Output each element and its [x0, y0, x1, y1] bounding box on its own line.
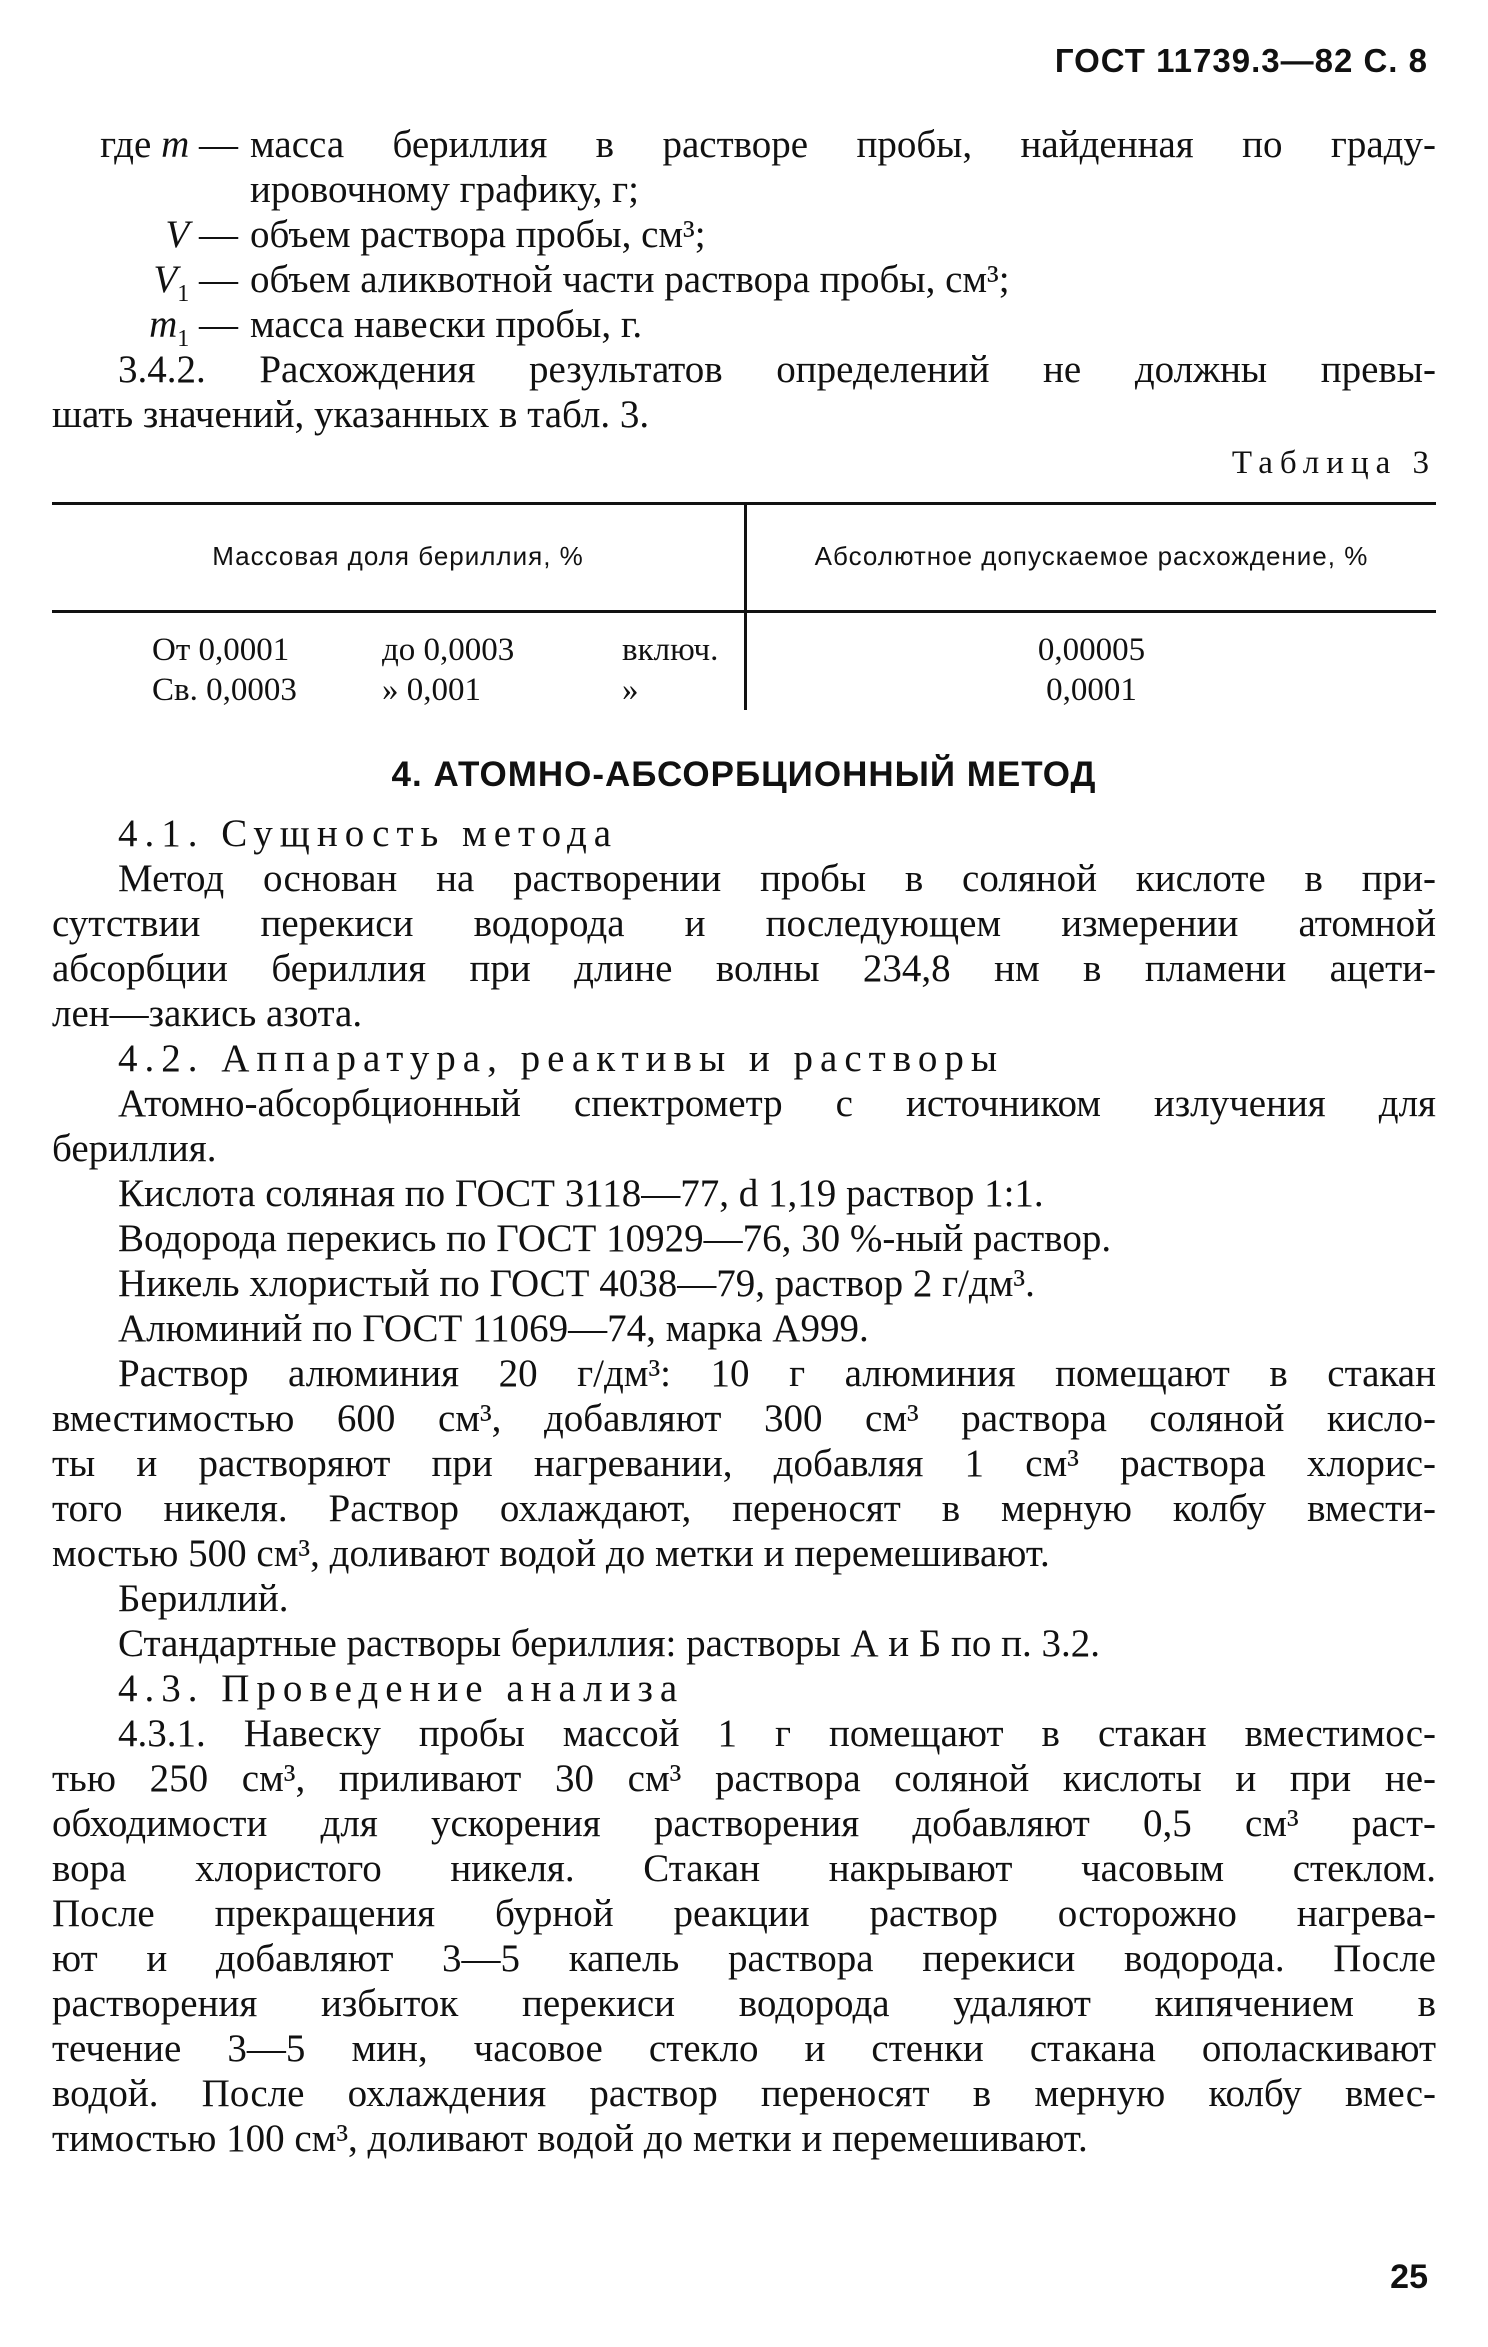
paragraph-line: шать значений, указанных в табл. 3.	[52, 393, 650, 436]
subsection-title: 4.3. Проведение анализа	[118, 1667, 685, 1710]
paragraph-line: Атомно-абсорбционный спектрометр с источником излучения для	[118, 1082, 1436, 1125]
paragraph-line: вора хлористого никеля. Стакан накрывают часовым стеклом.	[52, 1847, 1436, 1890]
table-cell: включ.	[622, 632, 719, 668]
definition-symbol: m	[161, 123, 190, 166]
document-body	[52, 122, 1436, 2161]
paragraph-line: Метод основан на растворении пробы в соляной кислоте в при-	[118, 857, 1436, 900]
paragraph-line: 4.3.1. Навеску пробы массой 1 г помещают в стакан вместимос-	[118, 1712, 1436, 1755]
table-row	[152, 630, 718, 670]
definition-subscript: 1	[177, 280, 190, 307]
paragraph-line: обходимости для ускорения растворения добавляют 0,5 см³ раст-	[52, 1802, 1436, 1845]
definition-row	[52, 122, 1436, 167]
table-row	[152, 670, 718, 710]
definition-symbol: V	[165, 213, 190, 256]
table-cell: » 0,001	[382, 672, 481, 708]
paragraph-line: Раствор алюминия 20 г/дм³: 10 г алюминия помещают в стакан	[118, 1352, 1436, 1395]
paragraph-line: После прекращения бурной реакции раствор осторожно нагрева-	[52, 1892, 1436, 1935]
subsection-title: 4.2. Аппаратура, реактивы и растворы	[118, 1037, 1005, 1080]
reagent-line: Кислота соляная по ГОСТ 3118—77, d 1,19 раствор 1:1.	[118, 1172, 1044, 1215]
definition-row	[52, 212, 1436, 257]
reagent-line: Алюминий по ГОСТ 11069—74, марка А999.	[118, 1307, 869, 1350]
reagent-line: Водорода перекись по ГОСТ 10929—76, 30 %-ный раствор.	[118, 1217, 1112, 1260]
section-title: 4. АТОМНО-АБСОРБЦИОННЫЙ МЕТОД	[391, 755, 1097, 794]
table-caption: Таблица 3	[1231, 445, 1436, 481]
definition-subscript: 1	[177, 325, 190, 352]
paragraph-line: ты и растворяют при нагревании, добавляя 1 см³ раствора хлорис-	[52, 1442, 1436, 1485]
definition-dash: —	[199, 213, 238, 256]
paragraph-line: водой. После охлаждения раствор переносят в мерную колбу вмес-	[52, 2072, 1436, 2115]
paragraph-line: течение 3—5 мин, часовое стекло и стенки стакана ополаскивают	[52, 2027, 1436, 2070]
definition-dash: —	[199, 303, 238, 346]
definition-row	[52, 257, 1436, 307]
page-number: 25	[1390, 2258, 1428, 2296]
reagent-line: Никель хлористый по ГОСТ 4038—79, раствор 2 г/дм³.	[118, 1262, 1035, 1305]
paragraph-line: тью 250 см³, приливают 30 см³ раствора соляной кислоты и при не-	[52, 1757, 1436, 1800]
definition-text: масса навески пробы, г.	[250, 303, 643, 346]
table-column-2	[747, 630, 1436, 710]
definition-dash: —	[199, 258, 238, 301]
table-3	[52, 494, 1436, 724]
definition-row	[52, 302, 1436, 352]
paragraph-line: растворения избыток перекиси водорода удаляют кипячением в	[52, 1982, 1436, 2025]
definition-dash: —	[199, 123, 238, 166]
paragraph-line: вместимостью 600 см³, добавляют 300 см³ раствора соляной кисло-	[52, 1397, 1436, 1440]
paragraph-line: того никеля. Раствор охлаждают, переносят в мерную колбу вмести-	[52, 1487, 1436, 1530]
definition-text: ировочному графику, г;	[250, 168, 639, 211]
table-cell: Св. 0,0003	[152, 672, 297, 708]
table-cell: От 0,0001	[152, 632, 290, 668]
table-cell: до 0,0003	[382, 632, 515, 668]
definition-text: объем раствора пробы, см³;	[250, 213, 706, 256]
paragraph-line: ют и добавляют 3—5 капель раствора перекиси водорода. После	[52, 1937, 1436, 1980]
table-column-1	[152, 630, 718, 710]
definition-symbol: m	[149, 303, 178, 346]
definition-symbol: V	[153, 258, 178, 301]
paragraph-line: тимостью 100 см³, доливают водой до метки и перемешивают.	[52, 2117, 1088, 2160]
definition-text: объем аликвотной части раствора пробы, см³;	[250, 258, 1010, 301]
page-header: ГОСТ 11739.3—82 С. 8	[1054, 42, 1428, 79]
table-header-cell: Массовая доля бериллия, %	[212, 541, 584, 571]
paragraph-line: бериллия.	[52, 1127, 217, 1170]
table-cell: »	[622, 672, 639, 708]
paragraph-line: лен—закись азота.	[52, 992, 363, 1035]
paragraph-line: 3.4.2. Расхождения результатов определений не должны превы-	[118, 348, 1436, 391]
paragraph-line: абсорбции бериллия при длине волны 234,8 нм в пламени ацети-	[52, 947, 1436, 990]
paragraph-line: Стандартные растворы бериллия: растворы А и Б по п. 3.2.	[118, 1622, 1101, 1665]
definition-text: масса бериллия в растворе пробы, найденная по граду-	[250, 123, 1436, 166]
definition-prefix: где	[100, 123, 152, 166]
paragraph-line: сутствии перекиси водорода и последующем измерении атомной	[52, 902, 1436, 945]
table-cell: 0,0001	[1046, 672, 1137, 708]
subsection-title: 4.1. Сущность метода	[118, 812, 619, 855]
table-cell: 0,00005	[1037, 632, 1146, 668]
paragraph-line: мостью 500 см³, доливают водой до метки и перемешивают.	[52, 1532, 1050, 1575]
paragraph-line: Бериллий.	[118, 1577, 289, 1620]
table-header-cell: Абсолютное допускаемое расхождение, %	[814, 541, 1369, 571]
